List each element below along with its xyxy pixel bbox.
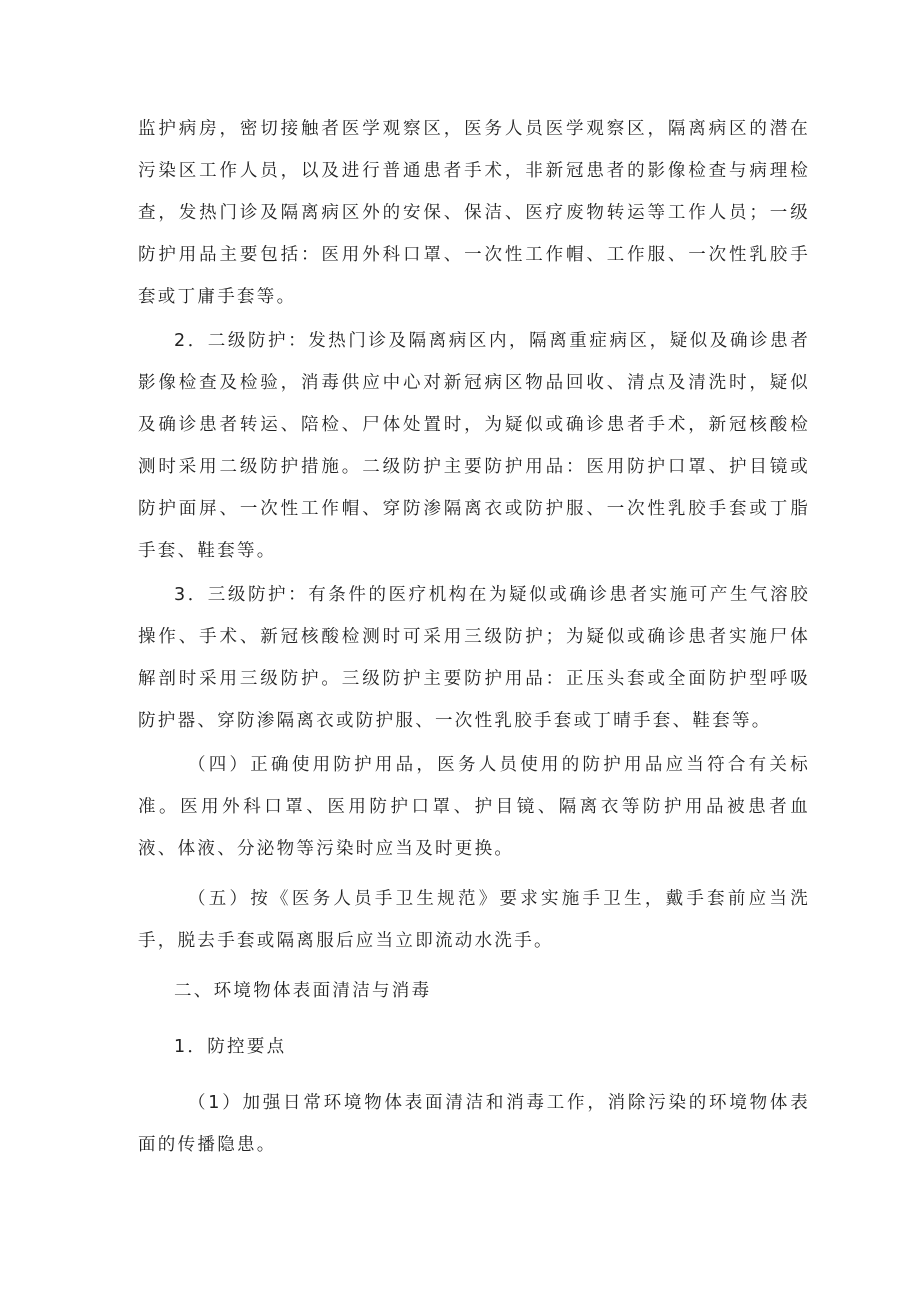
heading-prevention-points: 1．防控要点 (174, 1037, 287, 1057)
paragraph-section-four: （四）正确使用防护用品，医务人员使用的防护用品应当符合有关标准。医用外科口罩、医用防护口罩、护目镜、隔离衣等防护用品被患者血液、体液、分泌物等污染时应当及时更换。 (138, 755, 810, 859)
paragraph-level-three-protection: 3．三级防护：有条件的医疗机构在为疑似或确诊患者实施可产生气溶胶操作、手术、新冠核酸检测时可采用三级防护；为疑似或确诊患者实施尸体解剖时采用三级防护。三级防护主要防护用品：正压头套或全面防护型呼吸防护器、穿防渗隔离衣或防护服、一次性乳胶手套或丁晴手套、鞋套等。 (138, 585, 810, 731)
paragraph-section-five: （五）按《医务人员手卫生规范》要求实施手卫生，戴手套前应当洗手，脱去手套或隔离服后应当立即流动水洗手。 (138, 889, 810, 951)
paragraph-level-two-protection: 2．二级防护：发热门诊及隔离病区内，隔离重症病区，疑似及确诊患者影像检查及检验，消毒供应中心对新冠病区物品回收、清点及清洗时，疑似及确诊患者转运、陪检、尸体处置时，为疑似或确诊患者手术，新冠核酸检测时采用二级防护措施。二级防护主要防护用品：医用防护口罩、护目镜或防护面屏、一次性工作帽、穿防渗隔离衣或防护服、一次性乳胶手套或丁脂手套、鞋套等。 (138, 331, 810, 561)
heading-environment-cleaning: 二、环境物体表面清洁与消毒 (174, 981, 432, 1001)
paragraph-point-one: （1）加强日常环境物体表面清洁和消毒工作，消除污染的环境物体表面的传播隐患。 (138, 1093, 810, 1155)
paragraph-level-one-protection-continued: 监护病房，密切接触者医学观察区，医务人员医学观察区，隔离病区的潜在污染区工作人员，以及进行普通患者手术，非新冠患者的影像检查与病理检查，发热门诊及隔离病区外的安保、保洁、医疗废物转运等工作人员；一级防护用品主要包括：医用外科口罩、一次性工作帽、工作服、一次性乳胶手套或丁庸手套等。 (138, 119, 810, 307)
